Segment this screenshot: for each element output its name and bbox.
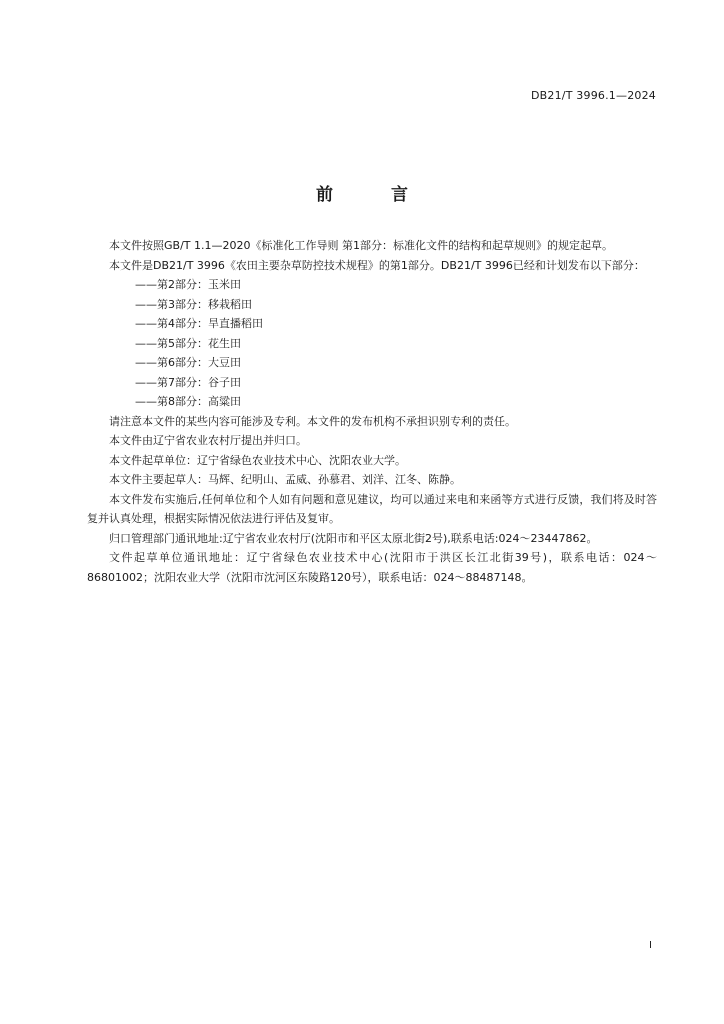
- list-item: ——第8部分：高粱田: [135, 395, 241, 408]
- list-item: ——第5部分：花生田: [135, 336, 241, 350]
- paragraph-feedback: 本文件发布实施后,任何单位和个人如有问题和意见建议，均可以通过来电和来函等方式进行反馈，我们将及时答复并认真处理，根据实际情况依法进行评估及复审。: [87, 492, 657, 525]
- paragraph-patent-notice: 请注意本文件的某些内容可能涉及专利。本文件的发布机构不承担识别专利的责任。: [109, 414, 516, 428]
- list-item: ——第4部分：旱直播稻田: [135, 317, 263, 330]
- parts-list: [87, 275, 657, 412]
- page-title: 前 言: [316, 185, 434, 205]
- document-body: [87, 236, 657, 587]
- list-item: ——第3部分：移栽稻田: [135, 297, 252, 311]
- paragraph-drafting-rule: 本文件按照GB/T 1.1—2020《标准化工作导则 第1部分：标准化文件的结构和起草规则》的规定起草。: [109, 239, 613, 252]
- paragraph-drafting-units: 本文件起草单位：辽宁省绿色农业技术中心、沈阳农业大学。: [109, 453, 406, 467]
- list-item: ——第6部分：大豆田: [135, 356, 241, 369]
- list-item: ——第2部分：玉米田: [135, 278, 241, 291]
- paragraph-authority-address: 归口管理部门通讯地址:辽宁省农业农村厅(沈阳市和平区太原北街2号),联系电话:024～23447862。: [109, 531, 598, 545]
- page-number: I: [649, 940, 652, 951]
- paragraph-proposer: 本文件由辽宁省农业农村厅提出并归口。: [109, 434, 307, 447]
- paragraph-drafters: 本文件主要起草人：马辉、纪明山、孟威、孙慕君、刘洋、江冬、陈静。: [109, 473, 461, 486]
- list-item: ——第7部分：谷子田: [135, 375, 241, 389]
- document-code: DB21/T 3996.1—2024: [530, 89, 656, 102]
- paragraph-drafter-address: 文件起草单位通讯地址：辽宁省绿色农业技术中心(沈阳市于洪区长江北街39号)，联系电话：024～86801002；沈阳农业大学（沈阳市沈河区东陵路120号），联系电话：024～88487148。: [87, 551, 657, 584]
- paragraph-part-info: 本文件是DB21/T 3996《农田主要杂草防控技术规程》的第1部分。DB21/T 3996已经和计划发布以下部分：: [109, 258, 645, 272]
